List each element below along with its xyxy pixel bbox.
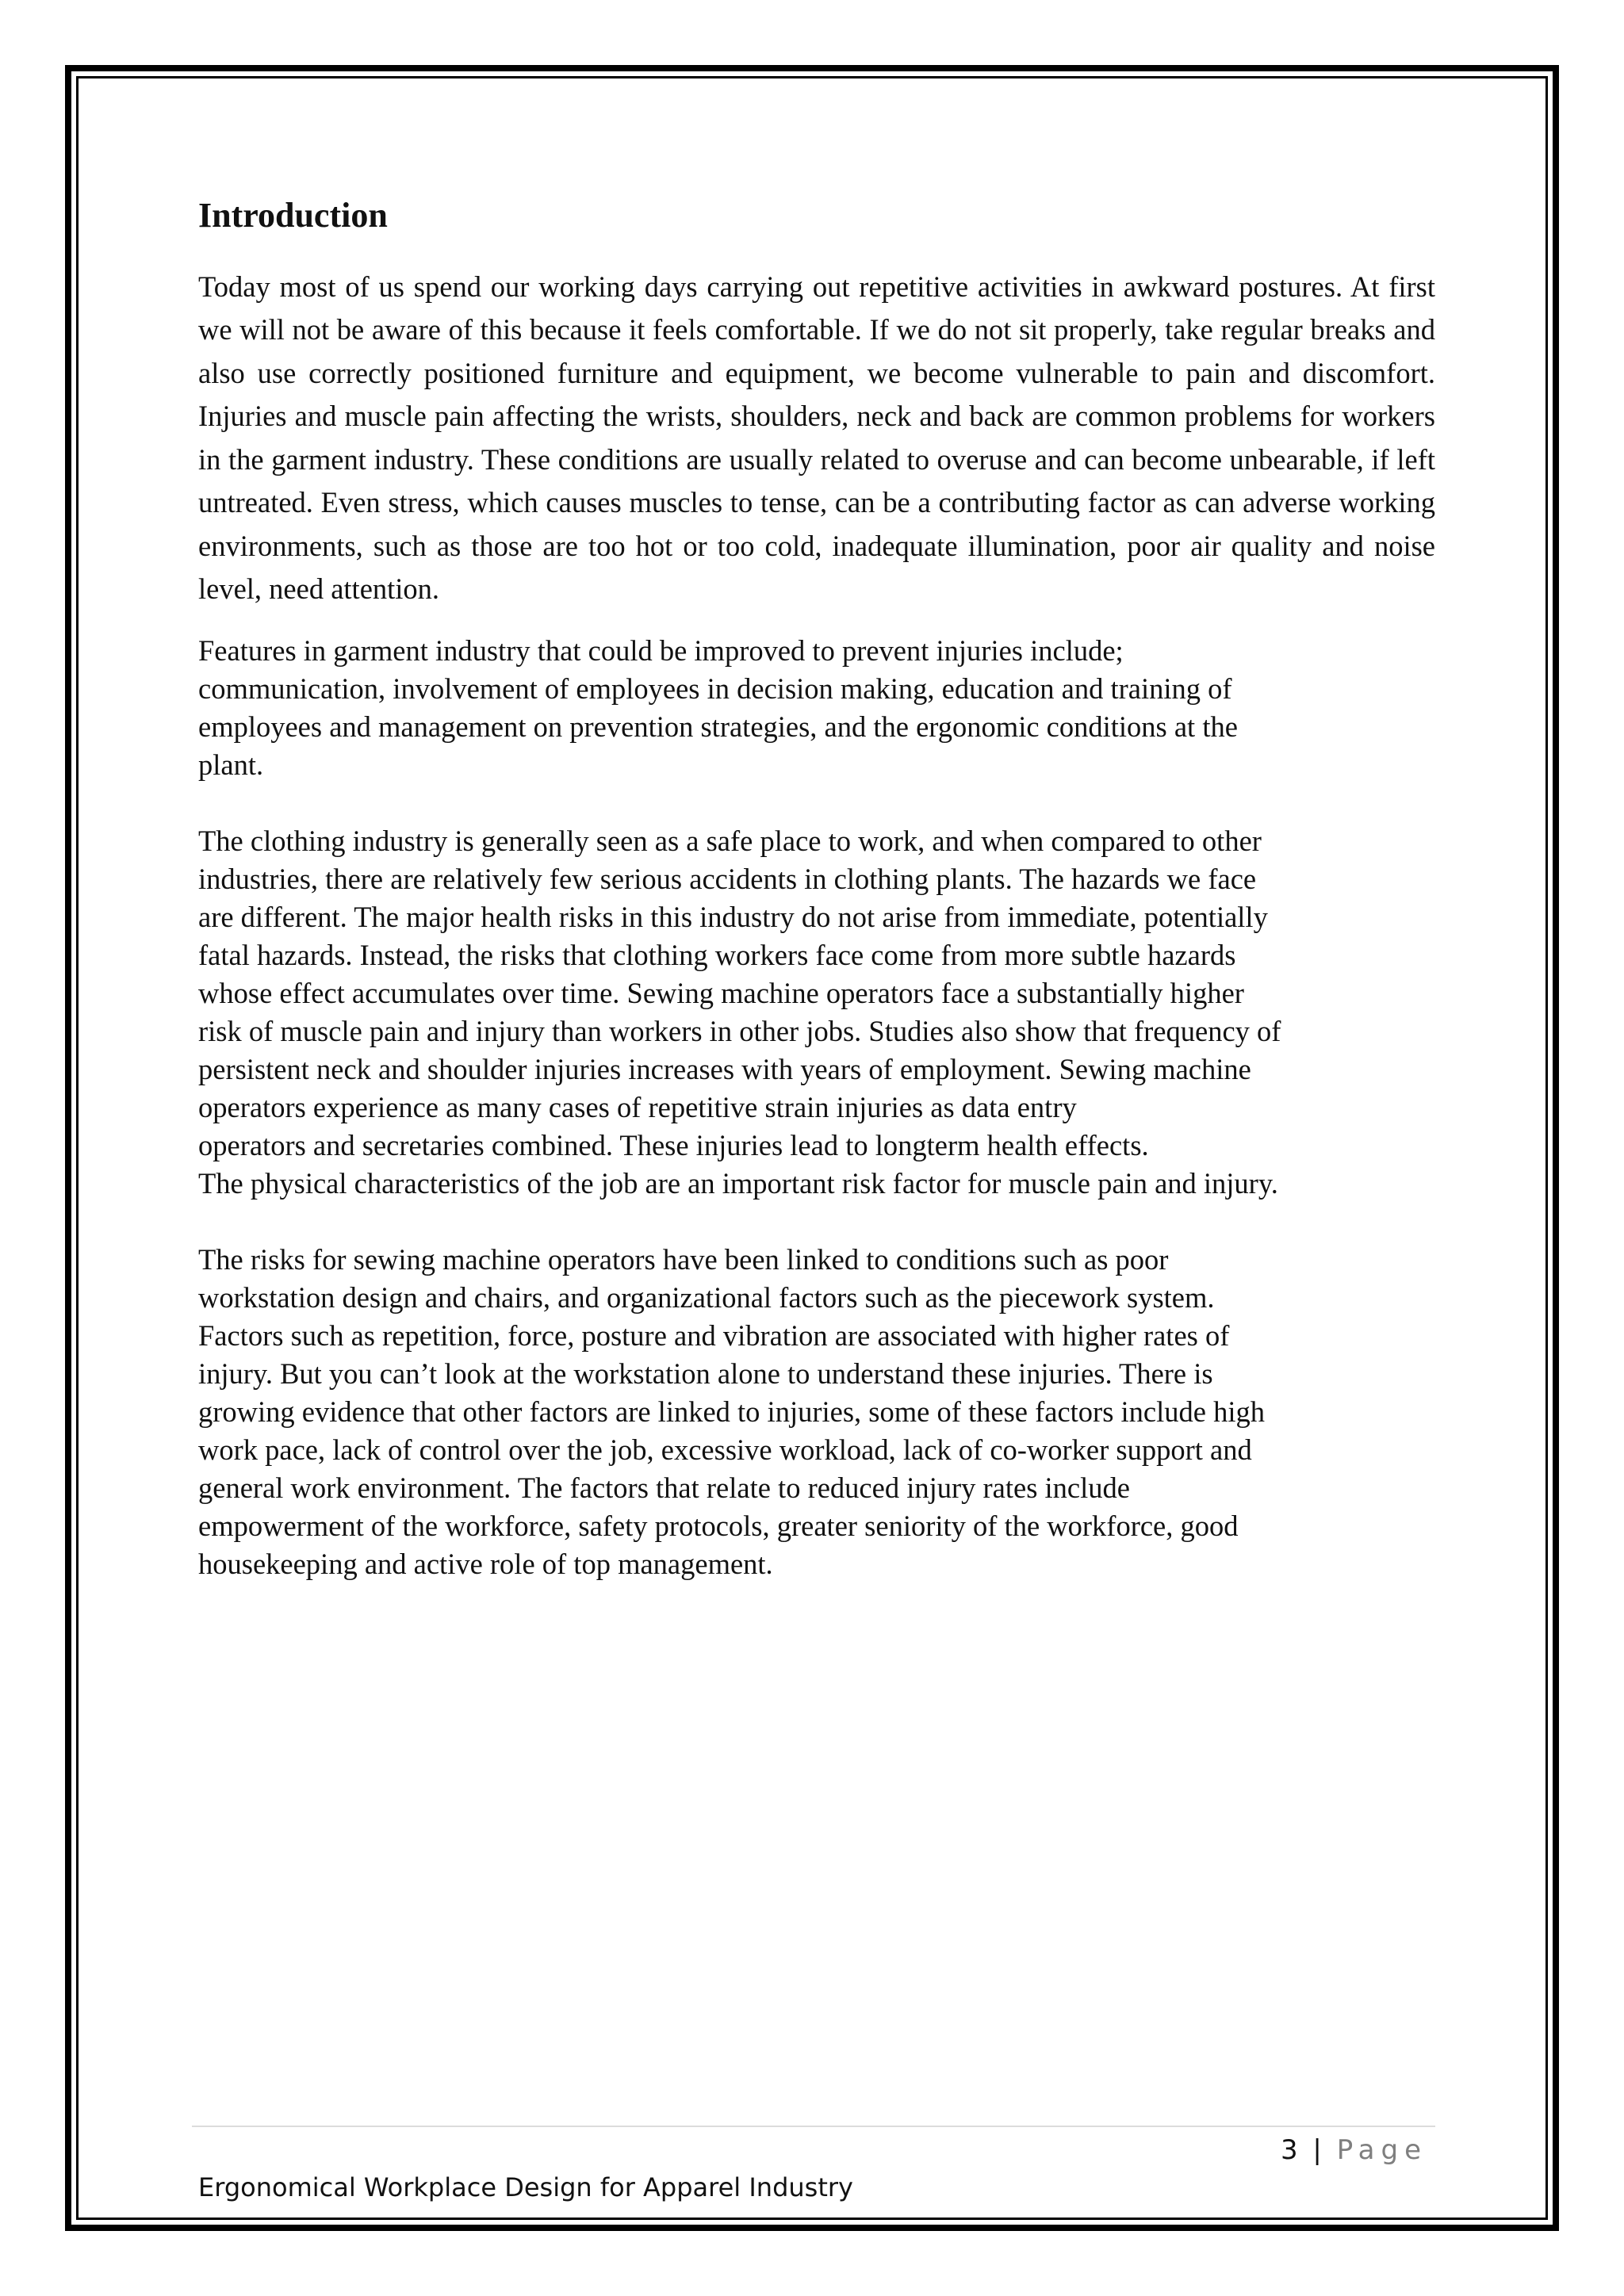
footer-divider [192,2126,1435,2127]
paragraph-line: workstation design and chairs, and organizational factors such as the piecework system. [198,1280,1215,1314]
paragraph-line: risk of muscle pain and injury than workers in other jobs. Studies also show that frequency of [198,1014,1281,1047]
footer-document-title: Ergonomical Workplace Design for Apparel Industry [198,2172,853,2202]
paragraph-line: empowerment of the workforce, safety protocols, greater seniority of the workforce, good [198,1509,1239,1542]
paragraph-line: injury. But you can’t look at the workstation alone to understand these injuries. There is [198,1357,1213,1390]
paragraph-line: Factors such as repetition, force, posture and vibration are associated with higher rates of [198,1318,1230,1352]
page-number [1281,2134,1427,2166]
paragraph-1: Today most of us spend our working days carrying out repetitive activities in awkward postures. At first we will not be aware of this because it feels comfortable. If we do not sit properly, take regular breaks and also use correctly positioned furniture and equipment, we become vulnerable to pain and discomfort. Injuries and muscle pain affecting the wrists, shoulders, neck and back are common problems for workers in the garment industry. These conditions are usually related to overuse and can become unbearable, if left untreated. Even stress, which causes muscles to tense, can be a contributing factor as can adverse working environments, such as those are too hot or too cold, inadequate illumination, poor air quality and noise level, need attention. [198,270,1435,606]
paragraph-2 [198,632,1435,784]
paragraph-line: fatal hazards. Instead, the risks that clothing workers face come from more subtle hazards [198,938,1236,971]
paragraph-line: housekeeping and active role of top management. [198,1547,773,1580]
paragraph-line: communication, involvement of employees in decision making, education and training of [198,672,1232,705]
paragraph-line: whose effect accumulates over time. Sewing machine operators face a substantially higher [198,976,1244,1009]
paragraph-line: are different. The major health risks in this industry do not arise from immediate, potentially [198,900,1268,933]
paragraph-line: growing evidence that other factors are linked to injuries, some of these factors include high [198,1395,1265,1428]
paragraph-line: plant. [198,748,264,781]
paragraph-line: The clothing industry is generally seen as a safe place to work, and when compared to other [198,824,1262,857]
paragraph-line: The physical characteristics of the job are an important risk factor for muscle pain and injury. [198,1166,1278,1200]
section-heading: Introduction [198,196,388,235]
page-number-value: 3 [1280,2134,1299,2166]
paragraph-3 [198,822,1435,1203]
paragraph-4 [198,1241,1435,1583]
paragraph-line: employees and management on prevention strategies, and the ergonomic conditions at the [198,710,1238,743]
paragraph-line: The risks for sewing machine operators have been linked to conditions such as poor [198,1242,1169,1276]
paragraph-line: persistent neck and shoulder injuries increases with years of employment. Sewing machine [198,1052,1251,1085]
paragraph-line: work pace, lack of control over the job, excessive workload, lack of co-worker support and [198,1433,1252,1466]
document-body [198,195,1435,1621]
page-number-separator: | [1312,2134,1323,2166]
paragraph-line: general work environment. The factors that relate to reduced injury rates include [198,1471,1130,1504]
paragraph-line: operators and secretaries combined. These injuries lead to longterm health effects. [198,1128,1149,1161]
paragraph-line: industries, there are relatively few serious accidents in clothing plants. The hazards we face [198,862,1257,895]
page-label: Page [1336,2134,1427,2166]
paragraph-line: operators experience as many cases of repetitive strain injuries as data entry [198,1090,1077,1123]
paragraph-line: Features in garment industry that could be improved to prevent injuries include; [198,633,1124,667]
